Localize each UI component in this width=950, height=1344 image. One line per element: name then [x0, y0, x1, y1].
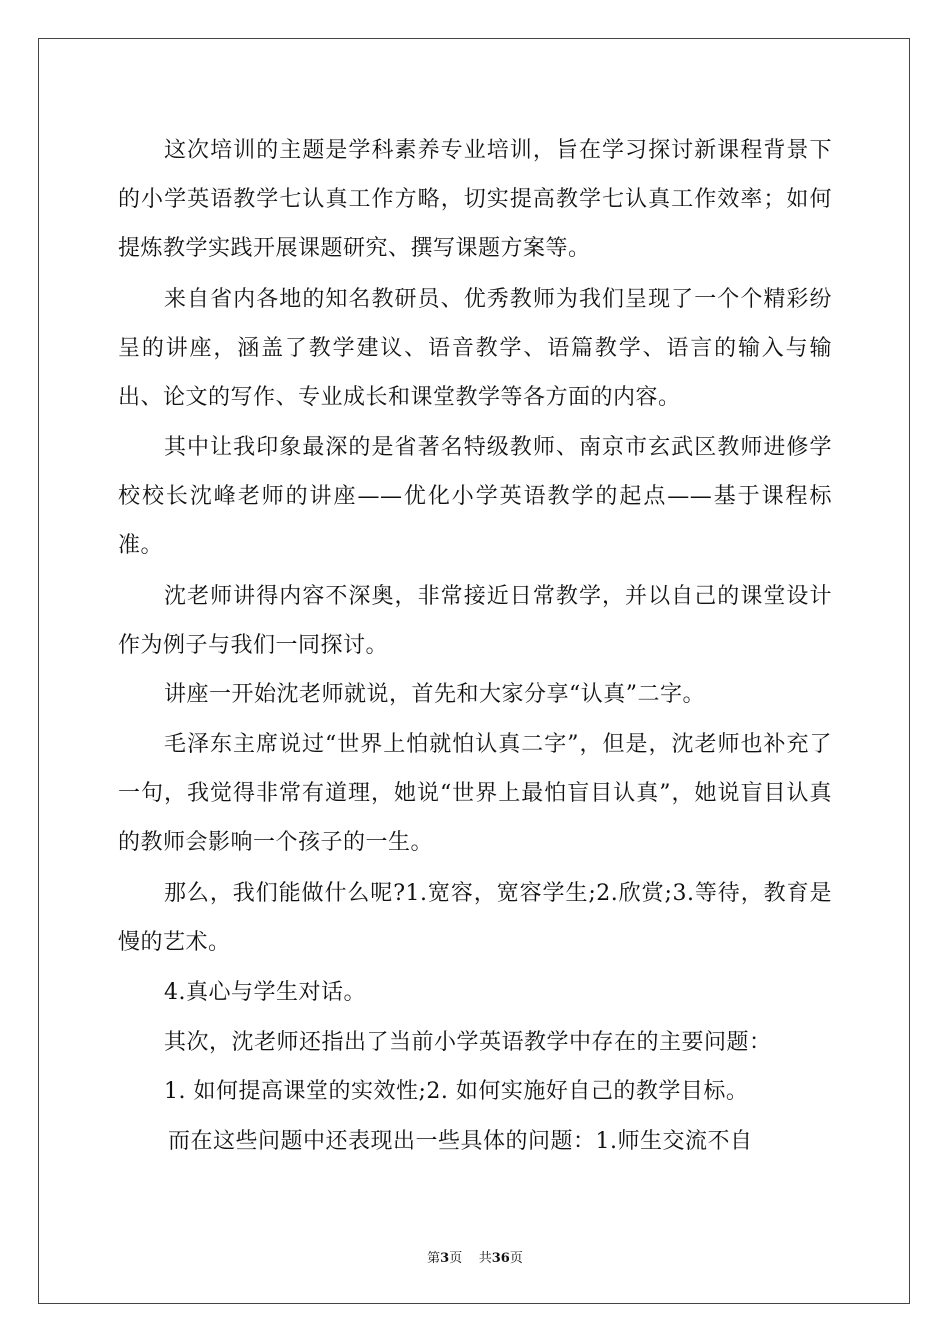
paragraph-10: 1. 如何提高课堂的实效性;2. 如何实施好自己的教学目标。 [164, 1079, 749, 1104]
footer-total-prefix: 共 [478, 1251, 492, 1266]
paragraph-7: 那么，我们能做什么呢?1.宽容，宽容学生;2.欣赏;3.等待，教育是慢的艺术。 [118, 881, 832, 955]
footer-page-number: 3 [440, 1251, 450, 1266]
paragraph-9: 其次，沈老师还指出了当前小学英语教学中存在的主要问题： [164, 1030, 772, 1055]
paragraph-1: 这次培训的主题是学科素养专业培训，旨在学习探讨新课程背景下的小学英语教学七认真工作方略，切实提高教学七认真工作效率；如何提炼教学实践开展课题研究、撰写课题方案等。 [118, 138, 832, 261]
footer-total-suffix: 页 [509, 1251, 523, 1266]
paragraph-2: 来自省内各地的知名教研员、优秀教师为我们呈现了一个个精彩纷呈的讲座，涵盖了教学建议、语音教学、语篇教学、语言的输入与输出、论文的写作、专业成长和课堂教学等各方面的内容。 [118, 287, 832, 410]
footer-page-prefix: 第 [427, 1251, 441, 1266]
paragraph-4: 沈老师讲得内容不深奥，非常接近日常教学，并以自己的课堂设计作为例子与我们一同探讨。 [118, 584, 832, 658]
paragraph-6: 毛泽东主席说过“世界上怕就怕认真二字”，但是，沈老师也补充了一句，我觉得非常有道理，她说“世界上最怕盲目认真”，她说盲目认真的教师会影响一个孩子的一生。 [118, 732, 832, 855]
paragraph-8: 4.真心与学生对话。 [164, 980, 366, 1005]
footer-total-number: 36 [491, 1251, 510, 1266]
footer-page-suffix: 页 [449, 1251, 463, 1266]
paragraph-3: 其中让我印象最深的是省著名特级教师、南京市玄武区教师进修学校校长沈峰老师的讲座——优化小学英语教学的起点——基于课程标准。 [118, 435, 832, 558]
paragraph-5: 讲座一开始沈老师就说，首先和大家分享“认真”二字。 [164, 682, 705, 707]
page-footer [0, 1247, 950, 1266]
paragraph-11: 而在这些问题中还表现出一些具体的问题：1.师生交流不自 [168, 1129, 753, 1154]
